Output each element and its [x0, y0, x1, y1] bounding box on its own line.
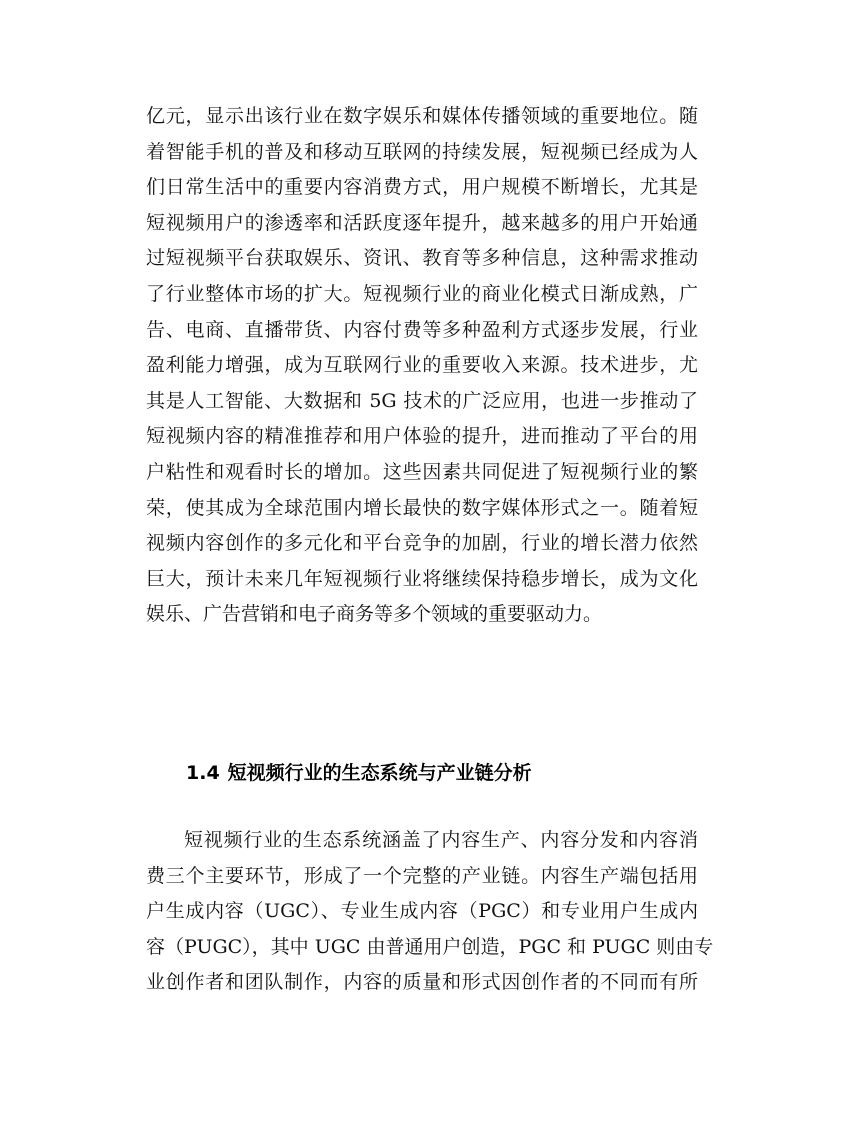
paragraph-line: 业创作者和团队制作，内容的质量和形式因创作者的不同而有所 — [146, 971, 698, 994]
paragraph-line: 着智能手机的普及和移动互联网的持续发展，短视频已经成为人 — [146, 140, 698, 163]
paragraph-line: 们日常生活中的重要内容消费方式，用户规模不断增长，尤其是 — [146, 176, 698, 199]
paragraph-line: 过短视频平台获取娱乐、资讯、教育等多种信息，这种需求推动 — [146, 247, 698, 270]
paragraph-line: 视频内容创作的多元化和平台竞争的加剧，行业的增长潜力依然 — [146, 532, 698, 555]
paragraph-line: 盈利能力增强，成为互联网行业的重要收入来源。技术进步，尤 — [146, 354, 698, 377]
paragraph-line: 亿元，显示出该行业在数字娱乐和媒体传播领域的重要地位。随 — [146, 105, 698, 127]
paragraph-line: 短视频用户的渗透率和活跃度逐年提升，越来越多的用户开始通 — [146, 211, 698, 234]
section-title: 短视频行业的生态系统与产业链分析 — [227, 762, 532, 784]
paragraph-line: 了行业整体市场的扩大。短视频行业的商业化模式日渐成熟，广 — [146, 282, 698, 305]
paragraph-line: 费三个主要环节，形成了一个完整的产业链。内容生产端包括用 — [146, 864, 698, 887]
section-heading — [186, 758, 532, 788]
paragraph-line: 荣，使其成为全球范围内增长最快的数字媒体形式之一。随着短 — [146, 496, 698, 519]
section-number: 1.4 — [186, 762, 220, 784]
paragraph-line: 其是人工智能、大数据和 5G 技术的广泛应用，也进一步推动了 — [146, 389, 698, 412]
paragraph-line: 短视频内容的精准推荐和用户体验的提升，进而推动了平台的用 — [146, 425, 698, 448]
paragraph-line: 容（PUGC），其中 UGC 由普通用户创造，PGC 和 PUGC 则由专 — [146, 935, 714, 958]
paragraph-line: 娱乐、广告营销和电子商务等多个领域的重要驱动力。 — [146, 603, 603, 626]
paragraph-line: 短视频行业的生态系统涵盖了内容生产、内容分发和内容消 — [184, 829, 698, 851]
body-paragraph-2 — [146, 823, 714, 1001]
paragraph-line: 户生成内容（UGC）、专业生成内容（PGC）和专业用户生成内 — [146, 900, 698, 923]
paragraph-line: 告、电商、直播带货、内容付费等多种盈利方式逐步发展，行业 — [146, 318, 698, 341]
paragraph-line: 巨大，预计未来几年短视频行业将继续保持稳步增长，成为文化 — [146, 567, 698, 590]
paragraph-line: 户粘性和观看时长的增加。这些因素共同促进了短视频行业的繁 — [146, 460, 698, 483]
body-paragraph-1 — [146, 99, 698, 633]
